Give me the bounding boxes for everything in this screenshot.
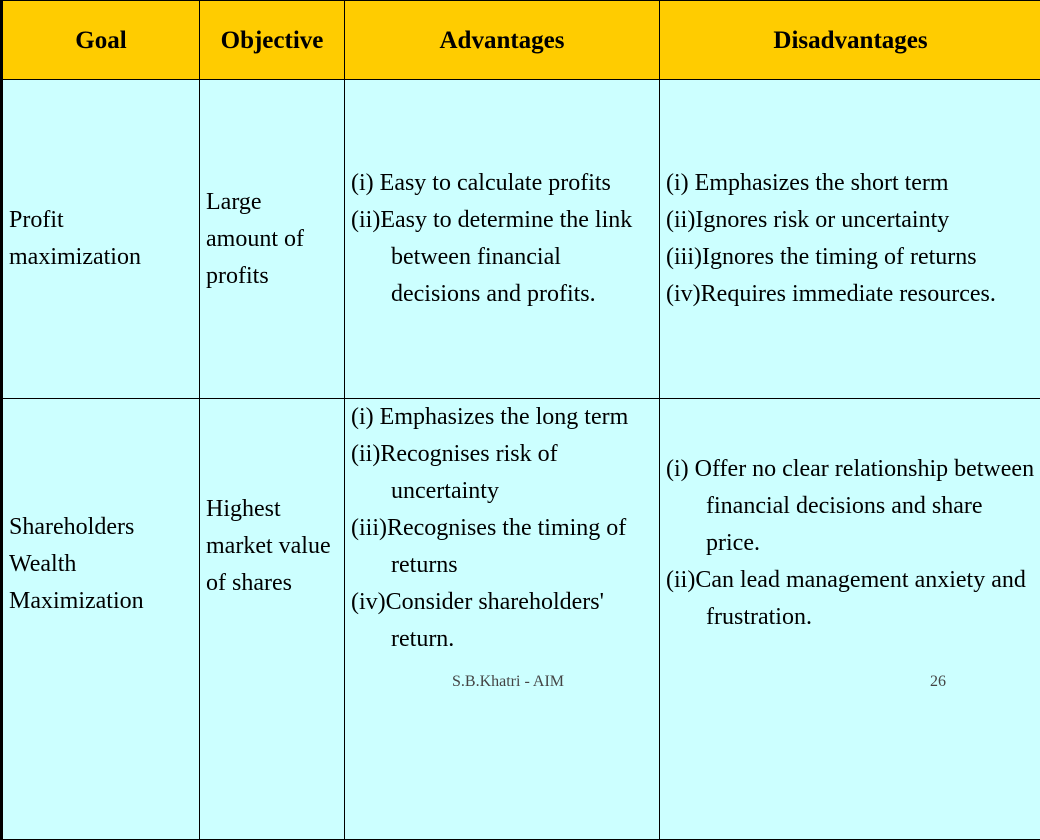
disadvantages-cell (660, 399, 1040, 840)
objective-cell (200, 80, 345, 399)
list-item: (iv)Requires immediate resources. (666, 276, 1035, 313)
list-item: (ii)Recognises risk of uncertainty (351, 436, 653, 510)
list-item: (ii)Can lead management anxiety and frustration. (666, 562, 1035, 636)
list-item: (iii)Recognises the timing of returns (351, 510, 653, 584)
header-goal: Goal (2, 1, 200, 80)
objective-text: Large amount of profits (206, 184, 338, 295)
header-advantages: Advantages (345, 1, 660, 80)
table-row (2, 80, 1040, 399)
table-row (2, 399, 1040, 840)
list-item: (ii)Easy to determine the link between financial decisions and profits. (351, 202, 653, 313)
disadvantages-cell (660, 80, 1040, 399)
list-item: (i) Emphasizes the long term (351, 399, 653, 436)
goal-text: Profit maximization (9, 202, 193, 276)
objective-cell (200, 399, 345, 840)
goal-cell (2, 80, 200, 399)
advantages-list (351, 399, 653, 658)
list-item: (i) Emphasizes the short term (666, 165, 1035, 202)
advantages-cell (345, 399, 660, 840)
list-item: (ii)Ignores risk or uncertainty (666, 202, 1035, 239)
goal-cell (2, 399, 200, 840)
objective-text: Highest market value of shares (206, 491, 338, 602)
disadvantages-list (666, 165, 1035, 313)
header-row (2, 1, 1040, 80)
goal-text: Shareholders Wealth Maximization (9, 509, 193, 620)
disadvantages-list (666, 451, 1035, 636)
list-item: (i) Offer no clear relationship between financial decisions and share price. (666, 451, 1035, 562)
advantages-list (351, 165, 653, 313)
header-disadvantages: Disadvantages (660, 1, 1040, 80)
page-number: 26 (930, 672, 946, 692)
advantages-cell (345, 80, 660, 399)
header-objective: Objective (200, 1, 345, 80)
list-item: (iii)Ignores the timing of returns (666, 239, 1035, 276)
footer-author: S.B.Khatri - AIM (452, 672, 564, 692)
list-item: (i) Easy to calculate profits (351, 165, 653, 202)
list-item: (iv)Consider shareholders' return. (351, 584, 653, 658)
